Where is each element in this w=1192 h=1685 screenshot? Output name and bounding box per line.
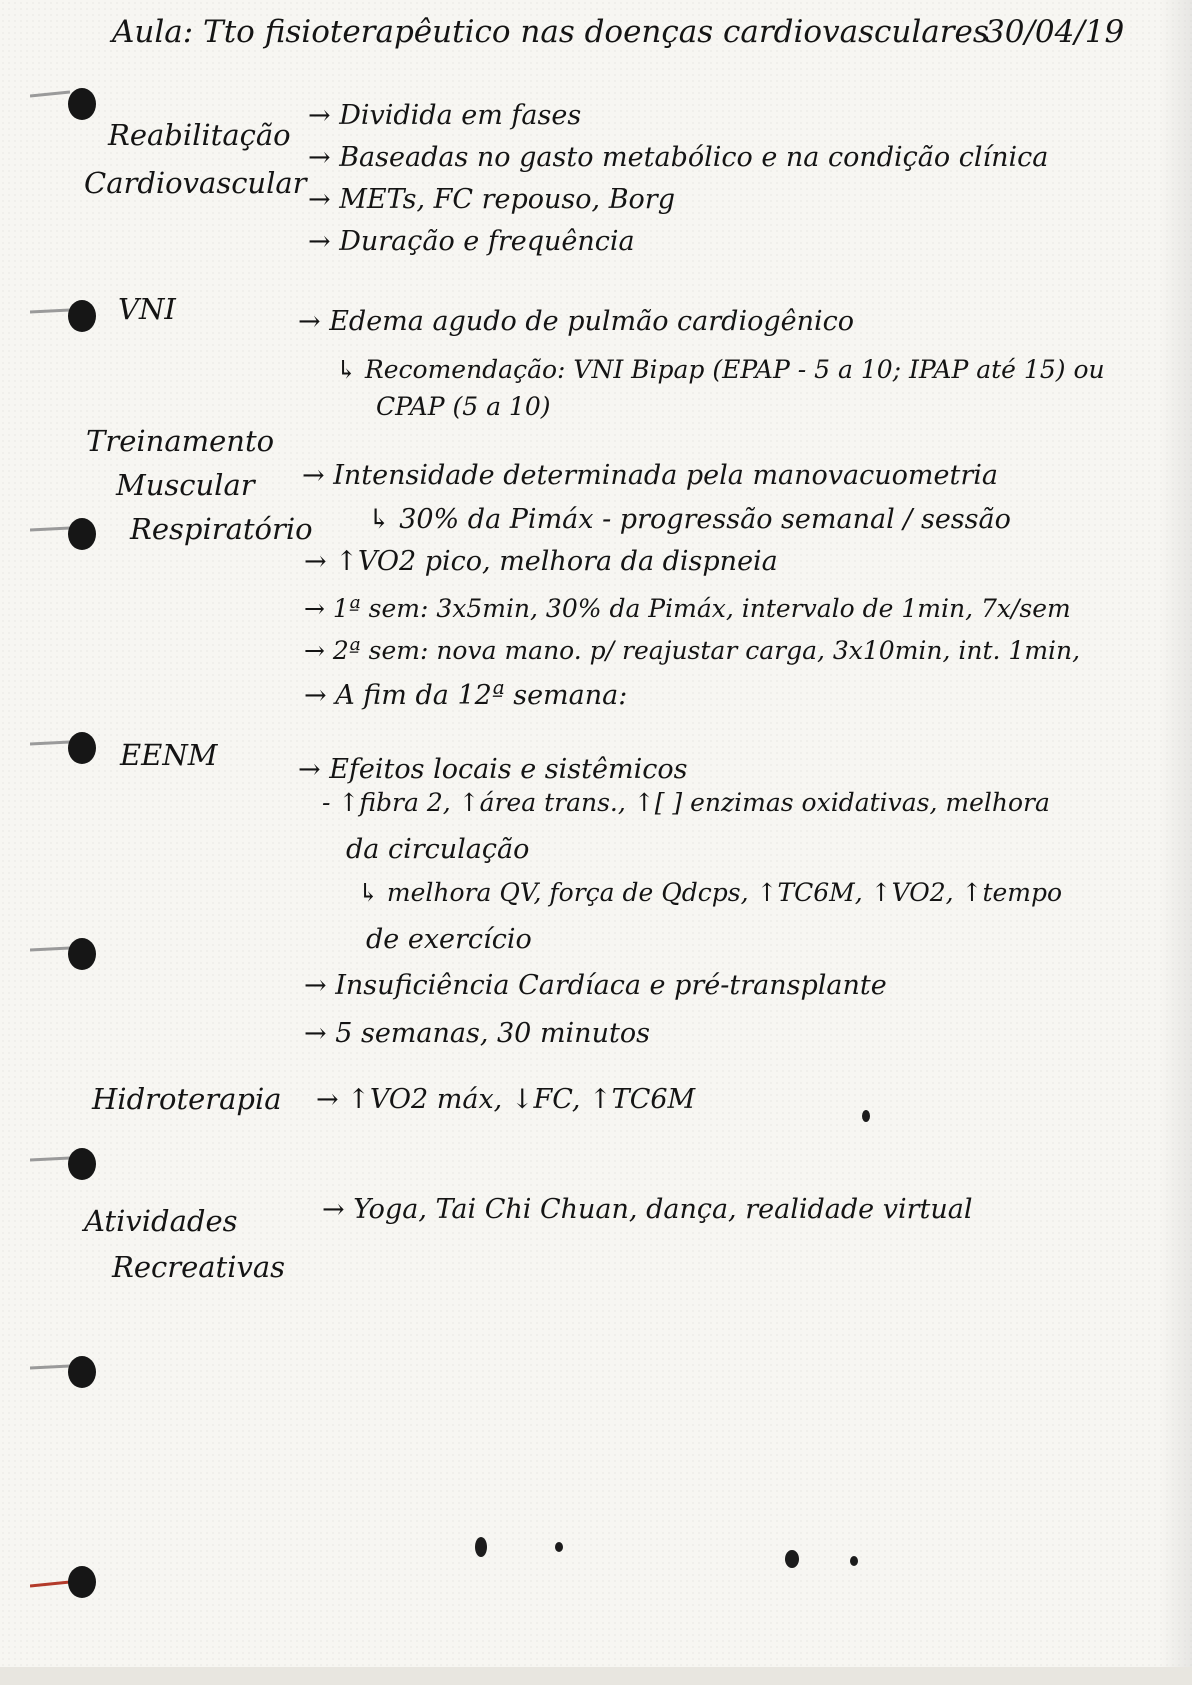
section-label-vni: VNI: [118, 292, 176, 326]
binder-hole-icon: [30, 928, 100, 978]
binder-hole-icon: [30, 290, 100, 340]
ink-speck: [850, 1556, 858, 1566]
binder-hole-icon: [30, 78, 100, 128]
note-line: → ↑VO2 pico, melhora da dispneia: [304, 546, 778, 577]
note-line: da circulação: [346, 834, 530, 865]
note-line: ↳ Recomendação: VNI Bipap (EPAP - 5 a 10; IPAP até 15) ou: [336, 355, 1105, 384]
note-line: → 1ª sem: 3x5min, 30% da Pimáx, intervalo de 1min, 7x/sem: [304, 594, 1071, 623]
note-line: → Duração e frequência: [308, 226, 635, 257]
note-line: CPAP (5 a 10): [376, 392, 551, 421]
page-edge-shadow: [1160, 0, 1192, 1685]
section-label-muscular: Muscular: [116, 468, 255, 502]
binder-hole-icon: [30, 508, 100, 558]
ink-speck: [555, 1542, 563, 1552]
page-bottom-edge: [0, 1667, 1192, 1685]
page-title: Aula: Tto fisioterapêutico nas doenças cardiovasculares: [112, 14, 989, 50]
note-line: ↳ melhora QV, força de Qdcps, ↑TC6M, ↑VO2, ↑tempo: [358, 878, 1063, 907]
section-label-treinamento: Treinamento: [86, 424, 275, 458]
note-line: ↳ 30% da Pimáx - progressão semanal / sessão: [368, 504, 1011, 535]
note-line: → Intensidade determinada pela manovacuometria: [302, 460, 998, 491]
section-label-respiratorio: Respiratório: [130, 512, 313, 546]
note-line: → Baseadas no gasto metabólico e na condição clínica: [308, 142, 1049, 173]
binder-hole-icon: [30, 722, 100, 772]
note-line: → 2ª sem: nova mano. p/ reajustar carga, 3x10min, int. 1min,: [304, 636, 1081, 665]
note-line: de exercício: [366, 924, 532, 955]
page-date: 30/04/19: [985, 14, 1125, 50]
section-label-cardiovascular: Cardiovascular: [84, 166, 307, 200]
section-label-atividades: Atividades: [84, 1204, 238, 1238]
ink-speck: [785, 1550, 799, 1568]
binder-hole-icon: [30, 1556, 100, 1606]
ink-speck: [475, 1537, 487, 1557]
note-line: → METs, FC repouso, Borg: [308, 184, 675, 215]
note-line: → Dividida em fases: [308, 100, 582, 131]
note-line: → A fim da 12ª semana:: [304, 680, 628, 711]
ink-speck: [862, 1110, 870, 1122]
note-line: → 5 semanas, 30 minutos: [304, 1018, 650, 1049]
section-label-recreativas: Recreativas: [112, 1250, 286, 1284]
note-line: → Insuficiência Cardíaca e pré-transplante: [304, 970, 887, 1001]
note-line: → ↑VO2 máx, ↓FC, ↑TC6M: [316, 1084, 696, 1115]
section-label-hidroterapia: Hidroterapia: [92, 1082, 282, 1116]
section-label-eenm: EENM: [120, 738, 218, 772]
note-line: - ↑fibra 2, ↑área trans., ↑[ ] enzimas oxidativas, melhora: [322, 788, 1050, 817]
note-line: → Yoga, Tai Chi Chuan, dança, realidade virtual: [322, 1194, 973, 1225]
binder-hole-icon: [30, 1346, 100, 1396]
binder-hole-icon: [30, 1138, 100, 1188]
note-line: → Efeitos locais e sistêmicos: [298, 754, 688, 785]
section-label-reabilitacao: Reabilitação: [108, 118, 291, 152]
note-line: → Edema agudo de pulmão cardiogênico: [298, 306, 855, 337]
